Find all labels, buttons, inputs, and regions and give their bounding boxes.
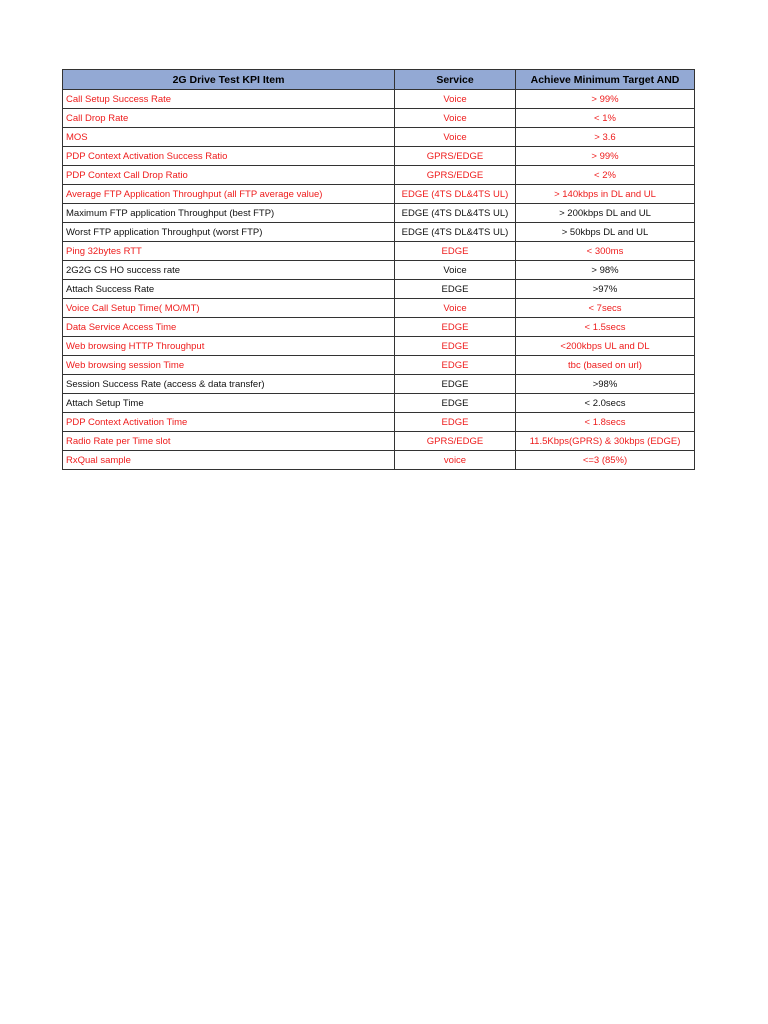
kpi-item-cell: Session Success Rate (access & data transfer) [63,375,395,394]
service-cell: EDGE [395,280,516,299]
table-row [63,280,695,299]
kpi-item-cell: Data Service Access Time [63,318,395,337]
kpi-table [62,69,695,470]
target-cell: <=3 (85%) [516,451,695,470]
service-cell: EDGE [395,413,516,432]
header-target: Achieve Minimum Target AND [516,70,695,90]
target-cell: < 2% [516,166,695,185]
table-row [63,242,695,261]
target-cell: > 3.6 [516,128,695,147]
target-cell: < 2.0secs [516,394,695,413]
table-row [63,432,695,451]
table-row [63,299,695,318]
table-row [63,356,695,375]
kpi-item-cell: Worst FTP application Throughput (worst FTP) [63,223,395,242]
target-cell: > 99% [516,147,695,166]
kpi-item-cell: RxQual sample [63,451,395,470]
table-row [63,394,695,413]
table-row [63,109,695,128]
target-cell: > 50kbps DL and UL [516,223,695,242]
kpi-item-cell: Voice Call Setup Time( MO/MT) [63,299,395,318]
table-row [63,318,695,337]
service-cell: GPRS/EDGE [395,166,516,185]
target-cell: > 99% [516,90,695,109]
service-cell: EDGE (4TS DL&4TS UL) [395,223,516,242]
kpi-item-cell: Web browsing HTTP Throughput [63,337,395,356]
kpi-table-body [63,90,695,470]
table-row [63,451,695,470]
service-cell: EDGE [395,318,516,337]
service-cell: Voice [395,109,516,128]
service-cell: EDGE (4TS DL&4TS UL) [395,204,516,223]
table-row [63,147,695,166]
target-cell: tbc (based on url) [516,356,695,375]
service-cell: EDGE [395,356,516,375]
target-cell: > 98% [516,261,695,280]
target-cell: < 1.8secs [516,413,695,432]
target-cell: >97% [516,280,695,299]
table-row [63,185,695,204]
kpi-item-cell: Call Setup Success Rate [63,90,395,109]
target-cell: < 7secs [516,299,695,318]
service-cell: EDGE [395,375,516,394]
target-cell: < 300ms [516,242,695,261]
service-cell: voice [395,451,516,470]
kpi-item-cell: Attach Success Rate [63,280,395,299]
kpi-item-cell: Web browsing session Time [63,356,395,375]
table-row [63,413,695,432]
kpi-item-cell: Call Drop Rate [63,109,395,128]
table-row [63,223,695,242]
kpi-table-header [63,70,695,90]
kpi-item-cell: PDP Context Activation Success Ratio [63,147,395,166]
target-cell: < 1% [516,109,695,128]
target-cell: <200kbps UL and DL [516,337,695,356]
table-row [63,261,695,280]
header-kpi-item: 2G Drive Test KPI Item [63,70,395,90]
service-cell: EDGE [395,337,516,356]
header-service: Service [395,70,516,90]
table-row [63,128,695,147]
service-cell: EDGE (4TS DL&4TS UL) [395,185,516,204]
kpi-item-cell: 2G2G CS HO success rate [63,261,395,280]
table-row [63,375,695,394]
table-row [63,166,695,185]
kpi-item-cell: PDP Context Call Drop Ratio [63,166,395,185]
kpi-item-cell: Average FTP Application Throughput (all FTP average value) [63,185,395,204]
kpi-item-cell: Attach Setup Time [63,394,395,413]
service-cell: Voice [395,128,516,147]
target-cell: > 140kbps in DL and UL [516,185,695,204]
kpi-item-cell: PDP Context Activation Time [63,413,395,432]
kpi-item-cell: Maximum FTP application Throughput (best FTP) [63,204,395,223]
service-cell: Voice [395,299,516,318]
header-row [63,70,695,90]
service-cell: EDGE [395,242,516,261]
target-cell: > 200kbps DL and UL [516,204,695,223]
target-cell: >98% [516,375,695,394]
kpi-item-cell: Radio Rate per Time slot [63,432,395,451]
table-row [63,90,695,109]
target-cell: 11.5Kbps(GPRS) & 30kbps (EDGE) [516,432,695,451]
table-row [63,204,695,223]
service-cell: Voice [395,90,516,109]
kpi-item-cell: MOS [63,128,395,147]
service-cell: GPRS/EDGE [395,432,516,451]
target-cell: < 1.5secs [516,318,695,337]
service-cell: GPRS/EDGE [395,147,516,166]
table-row [63,337,695,356]
service-cell: Voice [395,261,516,280]
kpi-item-cell: Ping 32bytes RTT [63,242,395,261]
service-cell: EDGE [395,394,516,413]
